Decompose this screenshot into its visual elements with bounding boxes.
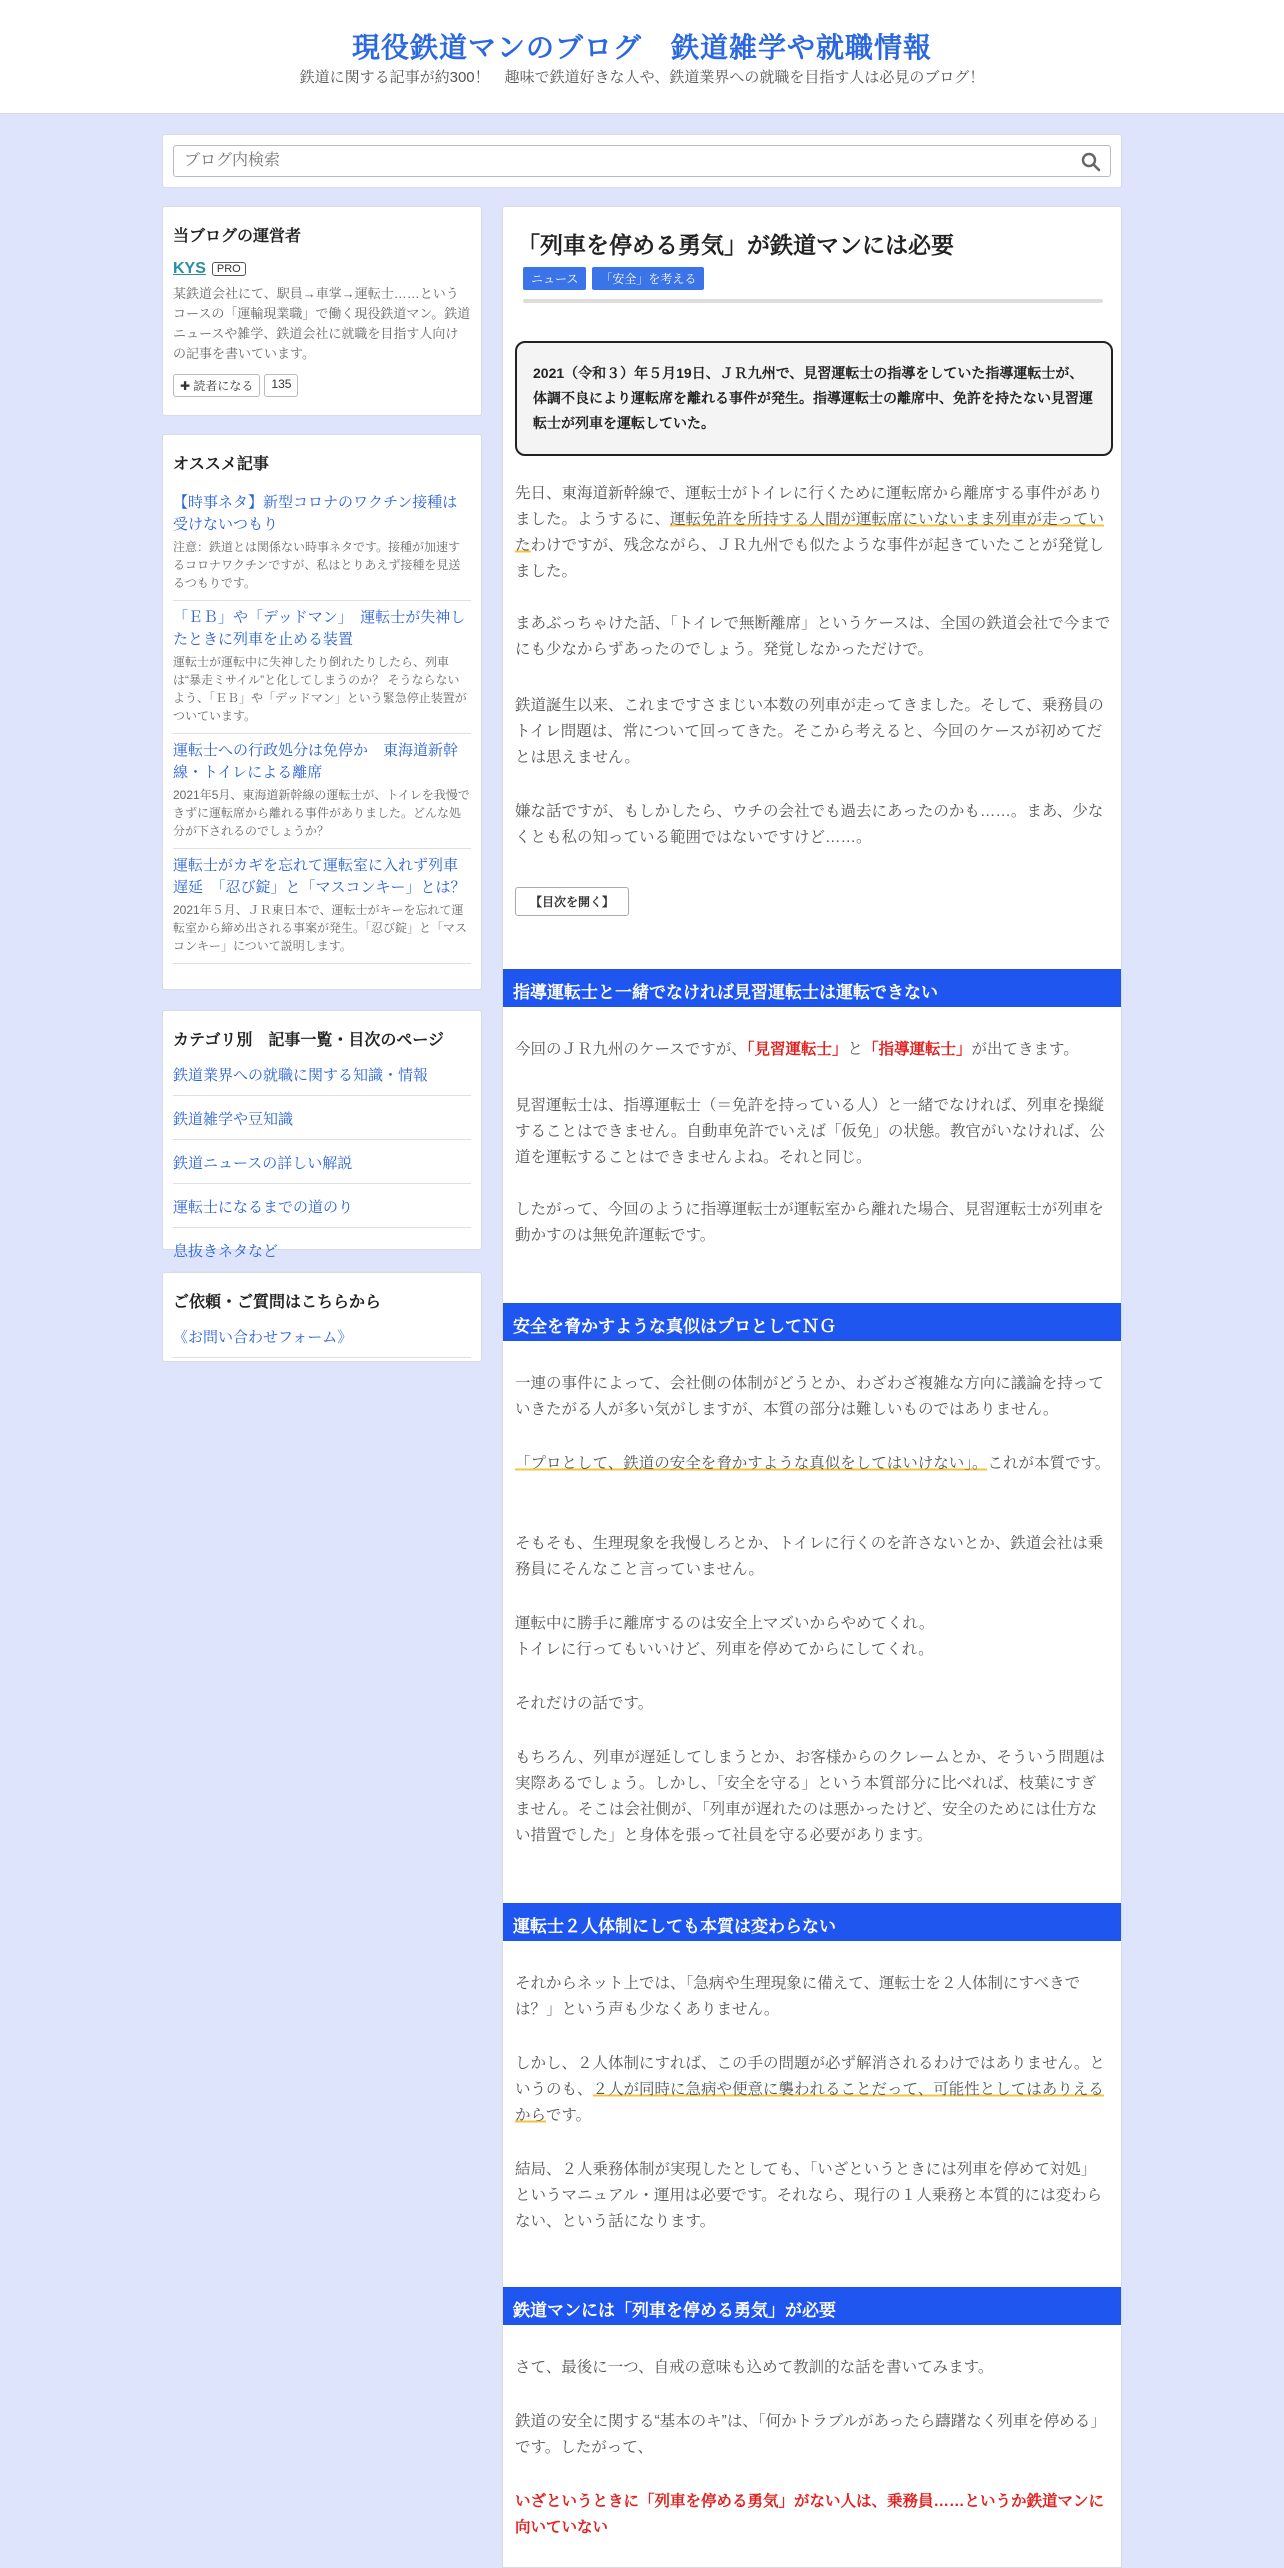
tag-row (523, 267, 704, 290)
paragraph: 鉄道の安全に関する“基本のキ”は、「何かトラブルがあったら躊躇なく列車を停める」です。したがって、 (515, 2413, 1106, 2456)
recommended-link[interactable]: 「ＥＢ」や「デッドマン」 運転士が失神したときに列車を止める装置 (173, 609, 466, 648)
recommended-desc: 2021年5月、東海道新幹線の運転士が、トイレを我慢できずに運転席から離れる事件がありました。どんな処分が下されるのでしょうか？ (173, 788, 470, 838)
author-card (162, 206, 482, 416)
section-heading: 運転士２人体制にしても本質は変わらない (503, 1903, 1121, 1941)
paragraph: 先日、東海道新幹線で、運転士がトイレに行くために運転席から離席する事件がありました。ようするに、運転免許を所持する人間が運転席にいないまま列車が走っていたわけですが、残念ながら、ＪＲ九州でも似たような事件が起きていたことが発覚しました。 (515, 485, 1105, 580)
recommended-link[interactable]: 運転士がカギを忘れて運転室に入れず列車遅延 「忍び錠」と「マスコンキー」とは？ (173, 857, 466, 896)
toc-toggle-button[interactable]: 【目次を開く】 (515, 887, 629, 916)
paragraph: 運転中に勝手に離席するのは安全上マズいからやめてくれ。 トイレに行ってもいいけど、列車を停めてからにしてくれ。 (515, 1615, 935, 1658)
author-name[interactable]: KYS (173, 260, 206, 277)
list-item (173, 849, 471, 964)
list-item (173, 734, 471, 849)
category-link[interactable]: 運転士になるまでの道のり (173, 1190, 471, 1228)
contact-card (162, 1272, 482, 1362)
list-item (173, 486, 471, 601)
paragraph: もちろん、列車が遅延してしまうとか、お客様からのクレームとか、そういう問題は実際あるでしょう。しかし、「安全を守る」という本質部分に比べれば、枝葉にすぎません。そこは会社側が、「列車が遅れたのは悪かったけど、安全のためには仕方ない措置でした」と身体を張って社員を守る必要があります。 (515, 1749, 1105, 1844)
category-link[interactable]: 鉄道業界への就職に関する知識・情報 (173, 1058, 471, 1096)
search-box (162, 134, 1122, 188)
author-heading: 当ブログの運営者 (173, 228, 302, 245)
category-link[interactable]: 鉄道ニュースの詳しい解説 (173, 1146, 471, 1184)
follow-count: 135 (264, 374, 298, 397)
emphasis-paragraph: いざというときに「列車を停める勇気」がない人は、乗務員……というか鉄道マンに向いていない (515, 2493, 1105, 2536)
recommended-heading: オススメ記事 (173, 456, 269, 473)
author-description: 某鉄道会社にて、駅員→車掌→運転士……というコースの「運輸現業職」で働く現役鉄道マン。鉄道ニュースや雑学、鉄道会社に就職を目指す人向けの記事を書いています。 (173, 286, 471, 361)
pro-badge: PRO (212, 262, 246, 276)
paragraph: しかし、２人体制にすれば、この手の問題が必ず解消されるわけではありません。というのも、２人が同時に急病や便意に襲われることだって、可能性としてはありえるからです。 (515, 2055, 1105, 2124)
site-header (0, 0, 1284, 114)
search-input[interactable] (173, 145, 1111, 177)
paragraph: したがって、今回のように指導運転士が運転室から離れた場合、見習運転士が列車を動かすのは無免許運転です。 (515, 1201, 1104, 1244)
contact-form-link[interactable]: 《お問い合わせフォーム》 (173, 1320, 471, 1358)
summary-box: 2021（令和３）年５月19日、ＪＲ九州で、見習運転士の指導をしていた指導運転士が、体調不良により運転席を離れる事件が発生。指導運転士の離席中、免許を持たない見習運転士が列車を運転していた。 (515, 341, 1113, 456)
tag-safety[interactable]: 「安全」を考える (592, 267, 704, 290)
paragraph: それからネット上では、「急病や生理現象に備えて、運転士を２人体制にすべきでは？」という声も少なくありません。 (515, 1975, 1081, 2018)
recommended-desc: 注意：鉄道とは関係ない時事ネタです。接種が加速するコロナワクチンですが、私はとりあえず接種を見送るつもりです。 (173, 540, 461, 590)
categories-card (162, 1010, 482, 1260)
paragraph: さて、最後に一つ、自戒の意味も込めて教訓的な話を書いてみます。 (515, 2359, 994, 2376)
categories-heading: カテゴリ別 記事一覧・目次のページ (173, 1032, 445, 1049)
paragraph: 「プロとして、鉄道の安全を脅かすような真似をしてはいけない」。これが本質です。 (515, 1455, 1111, 1472)
recommended-link[interactable]: 運転士への行政処分は免停か 東海道新幹線・トイレによる離席 (173, 742, 459, 781)
search-icon[interactable] (1081, 152, 1101, 172)
divider (523, 299, 1103, 303)
paragraph: そもそも、生理現象を我慢しろとか、トイレに行くのを許さないとか、鉄道会社は乗務員にそんなこと言っていません。 (515, 1535, 1104, 1578)
highlighted-text: ２人が同時に急病や便意に襲われることだって、可能性としてはありえるから (515, 2081, 1104, 2124)
highlighted-text: 「プロとして、鉄道の安全を脅かすような真似をしてはいけない」。 (515, 1455, 988, 1472)
follow-button[interactable]: ✚ 読者になる (173, 374, 260, 397)
category-link[interactable]: 鉄道雑学や豆知識 (173, 1102, 471, 1140)
paragraph: それだけの話です。 (515, 1695, 654, 1712)
section-heading: 鉄道マンには「列車を停める勇気」が必要 (503, 2287, 1121, 2325)
paragraph: まあぶっちゃけた話、「トイレで無断離席」というケースは、全国の鉄道会社で今までにも少なからずあったのでしょう。発覚しなかっただけで。 (515, 615, 1111, 658)
article (502, 206, 1122, 2568)
section-heading: 指導運転士と一緒でなければ見習運転士は運転できない (503, 969, 1121, 1007)
section-heading: 安全を脅かすような真似はプロとしてＮＧ (503, 1303, 1121, 1341)
highlighted-text: 運転免許を所持する人間が運転席にいないまま列車が走っていた (515, 511, 1105, 554)
recommended-desc: 運転士が運転中に失神したり倒れたりしたら、列車は“暴走ミサイル”と化してしまうのか？ そうならないよう、「ＥＢ」や「デッドマン」という緊急停止装置がついています。 (173, 655, 467, 723)
paragraph: 今回のＪＲ九州のケースですが、「見習運転士」と「指導運転士」が出てきます。 (515, 1041, 1079, 1058)
site-title[interactable]: 現役鉄道マンのブログ 鉄道雑学や就職情報 (351, 32, 932, 63)
paragraph: 鉄道誕生以来、これまですさまじい本数の列車が走ってきました。そして、乗務員のトイレ問題は、常について回ってきた。そこから考えると、今回のケースが初めてだとは思えません。 (515, 697, 1104, 766)
site-tagline: 鉄道に関する記事が約300！ 趣味で鉄道好きな人や、鉄道業界への就職を目指す人は必見のブログ！ (299, 69, 985, 86)
recommended-link[interactable]: 【時事ネタ】新型コロナのワクチン接種は受けないつもり (173, 494, 458, 533)
recommended-desc: 2021年５月、ＪＲ東日本で、運転士がキーを忘れて運転室から締め出される事案が発生。「忍び錠」と「マスコンキー」について説明します。 (173, 903, 468, 953)
list-item (173, 601, 471, 734)
paragraph: 一連の事件によって、会社側の体制がどうとか、わざわざ複雑な方向に議論を持っていきたがる人が多い気がしますが、本質の部分は難しいものではありません。 (515, 1375, 1104, 1418)
article-title: 「列車を停める勇気」が鉄道マンには必要 (517, 232, 954, 258)
paragraph: 嫌な話ですが、もしかしたら、ウチの会社でも過去にあったのかも……。まあ、少なくとも私の知っている範囲ではないですけど……。 (515, 803, 1104, 846)
recommended-card (162, 434, 482, 990)
paragraph: 結局、２人乗務体制が実現したとしても、「いざというときには列車を停めて対処」というマニュアル・運用は必要です。それなら、現行の１人乗務と本質的には変わらない、という話になります。 (515, 2161, 1103, 2230)
tag-news[interactable]: ニュース (523, 267, 586, 290)
paragraph: 見習運転士は、指導運転士（＝免許を持っている人）と一緒でなければ、列車を操縦することはできません。自動車免許でいえば「仮免」の状態。教官がいなければ、公道を運転することはできませんよね。それと同じ。 (515, 1097, 1105, 1166)
category-link[interactable]: 息抜きネタなど (173, 1234, 471, 1272)
contact-heading: ご依頼・ご質問はこちらから (173, 1294, 382, 1311)
